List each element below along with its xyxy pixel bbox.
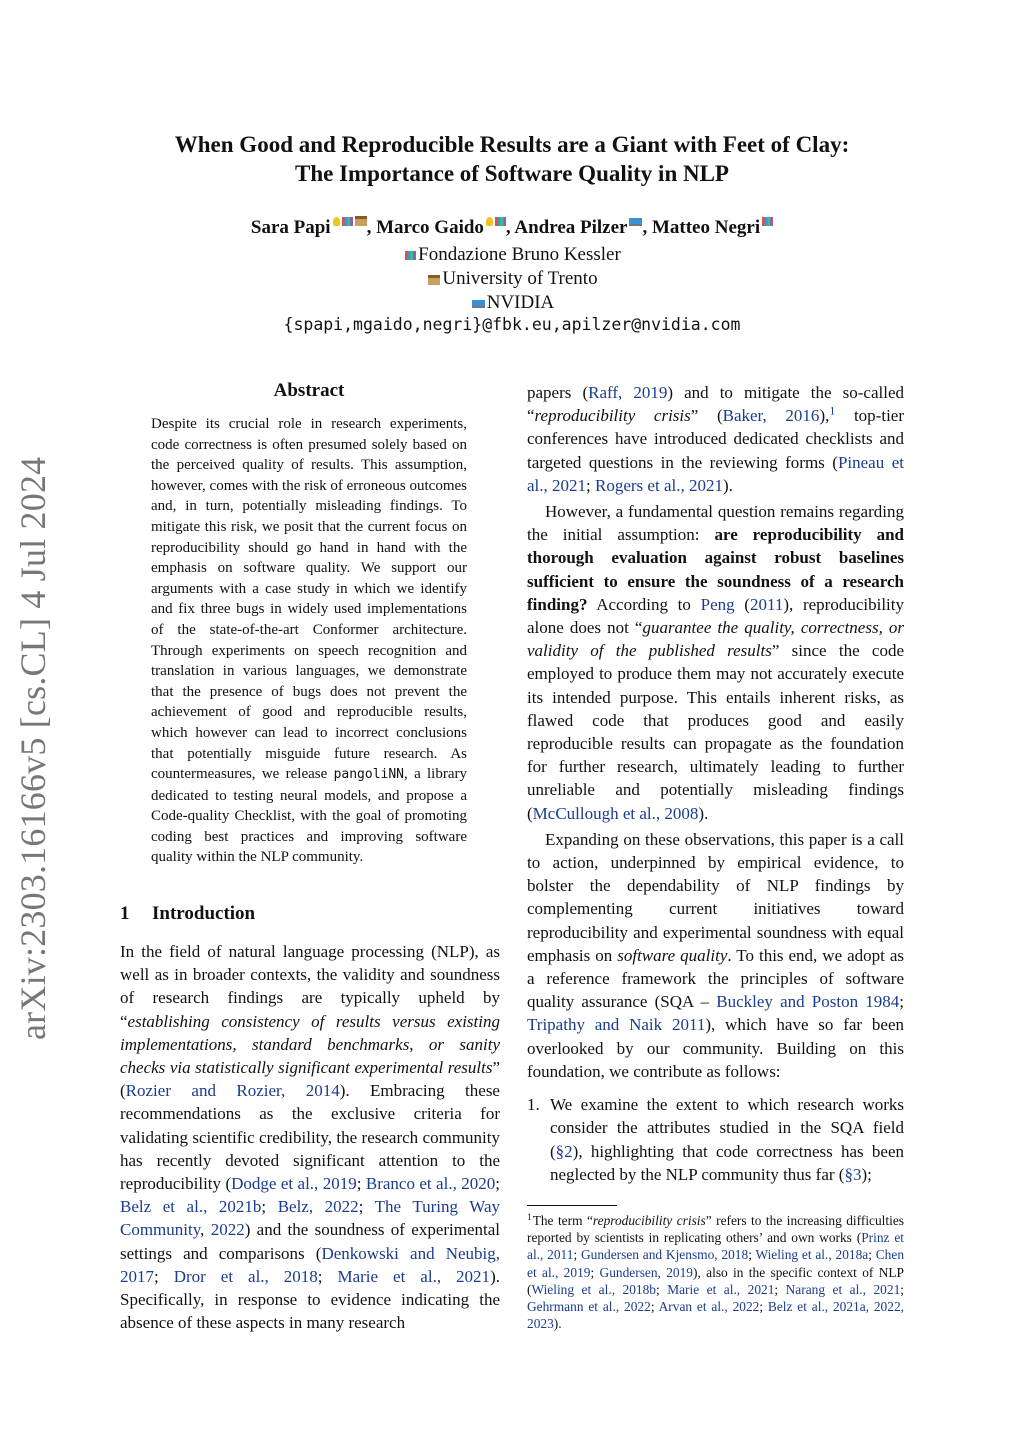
citation-link[interactable]: Belz, 2022 [277,1197,359,1217]
footnote: $^1$The term “reproducibility crisis” refers to the increasing difficulties reported by scientists in replicating others’ and own works (Prinz et al., 2011; Gundersen and Kjensmo, 2018; Wieling et al., 2018a; Chen et al., 2019; Gundersen, 2019), also in the specific context of NLP (Wieling et al., 2018b; Marie et al., 2021; Narang et al., 2021; Gehrmann et al., 2022; Arvan et al., 2022; Belz et al., 2021a, 2022, 2023). [527,1212,905,1332]
author-separator: , [505,217,515,238]
body-text: ) and the soundness of experimental settings and comparisons ( [120,1220,501,1263]
footnote-rule [527,1205,617,1206]
citation-link[interactable]: Wieling et al., 2018b [531,1281,656,1297]
lightbulb-icon [486,217,493,226]
body-text: ); [861,1164,872,1184]
citation-link[interactable]: Rozier and Rozier, 2014 [125,1081,340,1101]
author-emails[interactable]: {spapi,mgaido,negri}@fbk.eu,apilzer@nvidia.com [283,315,741,334]
list-number: 1. [527,1095,540,1115]
body-text: ). Specifically, in response to evidence indicating the absence of these aspects in many research [120,1266,500,1333]
body-text: top-tier conferences have introduced dedicated checklists and targeted questions in the reviewing forms ( [527,406,904,472]
abstract-text: , a library dedicated to testing neural models, and propose a Code-quality Checklist, with the goal of promoting coding best practices and improving software quality within the NLP community. [151,766,467,866]
body-text: ) and to mitigate the so-called “ [527,383,904,426]
body-text: The term “ [532,1213,593,1228]
body-text: ” ( [120,1058,500,1101]
section-number: 1 [120,903,130,924]
author-list [0,215,1024,241]
quoted-text: guarantee the quality, correctness, or validity of the published results [527,618,905,661]
citation-link[interactable]: Gehrmann et al., 2022 [527,1299,651,1315]
section-link[interactable]: §3 [844,1164,862,1184]
abstract-heading: Abstract [273,380,345,401]
contribution-list-item [527,1093,904,1186]
affiliation-name: NVIDIA [486,292,555,313]
author-name: Marco Gaido [376,217,484,238]
citation-link[interactable]: Belz et al., 2021a, 2022, 2023 [527,1299,904,1332]
fbk-chart-icon [495,217,506,226]
title-line-1: When Good and Reproducible Results are a Giant with Feet of Clay: [174,132,850,157]
research-question: are reproducibility and thorough evaluation against robust baselines sufficient to ensure the soundness of a research finding? [527,525,904,614]
footnote-marker[interactable]: 1 [829,403,836,418]
citation-link[interactable]: Gundersen, 2019 [599,1264,694,1280]
emphasis-text: reproducibility crisis [534,406,691,426]
citation-link[interactable]: Narang et al., 2021 [785,1281,901,1297]
abstract-text: Despite its crucial role in research experiments, code correctness is often presumed solely based on the perceived quality of results. This assumption, however, comes with the risk of erroneous outcomes and, in turn, potentially misleading findings. To mitigate this risk, we posit that the current focus on reproducibility should go hand in hand with the emphasis on software quality. We support our arguments with a case study in which we identify and fix three bugs in widely used implementations of the state-of-the-art Conformer architecture. Through experiments on speech recognition and translation in various languages, we demonstrate that the presence of bugs does not prevent the achievement of good and reproducible results, which however can lead to incorrect conclusions that potentially misguide future research. As countermeasures, we release [151,416,467,783]
citation-link[interactable]: 2022 [210,1220,245,1240]
body-text: However, a fundamental question remains regarding the initial assumption: [527,502,904,545]
abstract-body [151,414,467,868]
body-text: ). [698,803,709,823]
citation-link[interactable]: Dror et al., 2018 [173,1266,318,1286]
citation-link[interactable]: Marie et al., 2021 [667,1281,775,1297]
affiliation-name: University of Trento [442,268,598,289]
body-text: papers ( [527,383,589,402]
body-text: . To this end, we adopt as a reference framework the principles of software quality assurance (SQA – [527,945,904,1012]
body-text: ” refers to the increasing difficulties reported by scientists in replicating others’ and own works ( [527,1213,904,1246]
body-text: ), [819,406,830,426]
section-link[interactable]: §2 [555,1141,573,1161]
university-icon [428,275,440,285]
fbk-chart-icon [405,251,416,260]
library-name: pangoliNN [333,767,405,783]
citation-link[interactable]: Branco et al., 2020 [365,1174,496,1194]
body-text: , reproducibility alone does not “ [527,594,904,638]
emphasis-text: reproducibility crisis [592,1213,706,1228]
citation-link[interactable]: Rogers et al., 2021 [595,475,723,495]
affiliation-fbk [0,243,1024,267]
footnote-number: 1 [527,1212,532,1223]
citation-link[interactable]: Arvan et al., 2022 [658,1299,760,1315]
fbk-chart-icon [342,217,353,226]
citation-link[interactable]: Buckley and Poston 1984 [716,992,900,1012]
paragraph: papers (Raff, 2019) and to mitigate the so-called “reproducibility crisis” (Baker, 2016),$^1$ top-tier conferences have introduced dedicated checklists and targeted questions in the reviewing forms (Pineau et al., 2021; Rogers et al., 2021). [527,383,904,495]
right-column [527,381,904,1186]
fbk-chart-icon [762,217,773,226]
citation-link[interactable]: Peng [700,594,735,614]
section-title: Introduction [152,903,256,924]
body-text: ), which have so far been overlooked by our community. Building on this foundation, we contribute as follows: [527,1015,904,1081]
body-text: ). [553,1316,562,1332]
body-text: ), also in the specific context of NLP ( [527,1264,904,1297]
body-text: We examine the extent to which research works consider the attributes studied in the SQA field ( [550,1095,904,1161]
citation-link[interactable]: McCullough et al., 2008 [532,803,699,823]
citation-link[interactable]: 2011 [749,594,784,614]
university-icon [355,216,367,226]
arxiv-identifier: arXiv:2303.16166v5 [cs.CL] 4 Jul 2024 [13,456,53,1040]
citation-link[interactable]: Gundersen and Kjensmo, 2018 [580,1247,749,1263]
body-text: According to [587,594,701,614]
section-heading-introduction [120,903,255,925]
citation-link[interactable]: The Turing Way Community [120,1197,500,1240]
author-name: Andrea Pilzer [514,217,628,238]
author-name: Sara Papi [250,217,331,238]
paragraph: Expanding on these observations, this paper is a call to action, underpinned by empirical evidence, to bolster the dependability of NLP findings by complementing current initiatives toward reproducibility and experimental soundness with equal emphasis on software quality. To this end, we adopt as a reference framework the principles of software quality assurance (SQA – Buckley and Poston 1984; Tripathy and Naik 2011), which have so far been overlooked by our community. Building on this foundation, we contribute as follows: [527,829,904,1081]
body-text: In the field of natural language processing (NLP), as well as in broader contexts, the validity and soundness of research findings are typically upheld by “ [120,942,500,1031]
citation-link[interactable]: Dodge et al., 2019 [231,1174,357,1194]
affiliation-name: Fondazione Bruno Kessler [418,244,621,265]
body-text: ” since the code employed to produce them may not accurately execute its intended purpose. This entails inherent risks, as flawed code that produces good and easily reproducible results can propagate as the foundation for further research, ultimately leading to further unreliable and potentially misleading findings ( [527,641,904,823]
body-text: ” ( [690,406,723,426]
author-separator: , [366,217,377,238]
body-text: ), highlighting that code correctness has been neglected by the NLP community thus far ( [550,1141,904,1184]
body-text: ). [722,475,733,495]
citation-link[interactable]: Marie et al., 2021 [337,1266,491,1286]
intro-paragraph: In the field of natural language processing (NLP), as well as in broader contexts, the validity and soundness of research findings are typically upheld by “establishing consistency of results versus existing implementations, standard benchmarks, or sanity checks via statistically significant experimental results” (Rozier and Rozier, 2014). Embracing these recommendations as the exclusive criteria for validating scientific credibility, the research community has recently devoted significant attention to the reproducibility (Dodge et al., 2019; Branco et al., 2020; Belz et al., 2021b; Belz, 2022; The Turing Way Community, 2022) and the soundness of experimental settings and comparisons (Denkowski and Neubig, 2017; Dror et al., 2018; Marie et al., 2021). Specifically, in response to evidence indicating the absence of these aspects in many research [120,942,501,1333]
citation-link[interactable]: Belz et al., 2021b [120,1197,262,1217]
affiliation-nvidia [0,291,1024,315]
nvidia-laptop-icon [472,300,485,308]
body-text: Expanding on these observations, this paper is a call to action, underpinned by empirical evidence, to bolster the dependability of NLP findings by complementing current initiatives toward reproducibility and experimental soundness with equal emphasis on [527,829,904,965]
citation-link[interactable]: Raff, 2019 [588,383,668,402]
lightbulb-icon [333,217,340,226]
paper-title [0,130,1024,188]
citation-link[interactable]: Wieling et al., 2018a [755,1247,869,1263]
title-line-2: The Importance of Software Quality in NLP [294,161,729,186]
citation-link[interactable]: Chen et al., 2019 [527,1247,905,1280]
quoted-text: establishing consistency of results versus existing implementations, standard benchmarks, or sanity checks via statistically significant experimental results [120,1011,500,1078]
paragraph: However, a fundamental question remains regarding the initial assumption: are reproducibility and thorough evaluation against robust baselines sufficient to ensure the soundness of a research finding? According to Peng (2011), reproducibility alone does not “guarantee the quality, correctness, or validity of the published results” since the code employed to produce them may not accurately execute its intended purpose. This entails inherent risks, as flawed code that produces good and easily reproducible results can propagate as the foundation for further research, ultimately leading to further unreliable and potentially misleading findings (McCullough et al., 2008). [527,502,905,823]
contribution-text [550,1093,904,1186]
affiliation-trento [0,267,1024,291]
author-name: Matteo Negri [651,217,761,238]
citation-link[interactable]: Denkowski and Neubig, 2017 [120,1243,500,1286]
citation-link[interactable]: Tripathy and Naik 2011 [527,1015,706,1035]
body-text: ). Embracing these recommendations as the exclusive criteria for validating scientific credibility, the research community has recently devoted significant attention to the reproducibility ( [120,1081,500,1194]
author-separator: , [642,217,652,238]
citation-link[interactable]: Prinz et al., 2011 [527,1230,904,1263]
citation-link[interactable]: Baker, 2016 [722,406,820,426]
emphasis-text: software quality [617,945,728,965]
nvidia-laptop-icon [629,218,642,226]
citation-link[interactable]: Pineau et al., 2021 [527,452,904,495]
